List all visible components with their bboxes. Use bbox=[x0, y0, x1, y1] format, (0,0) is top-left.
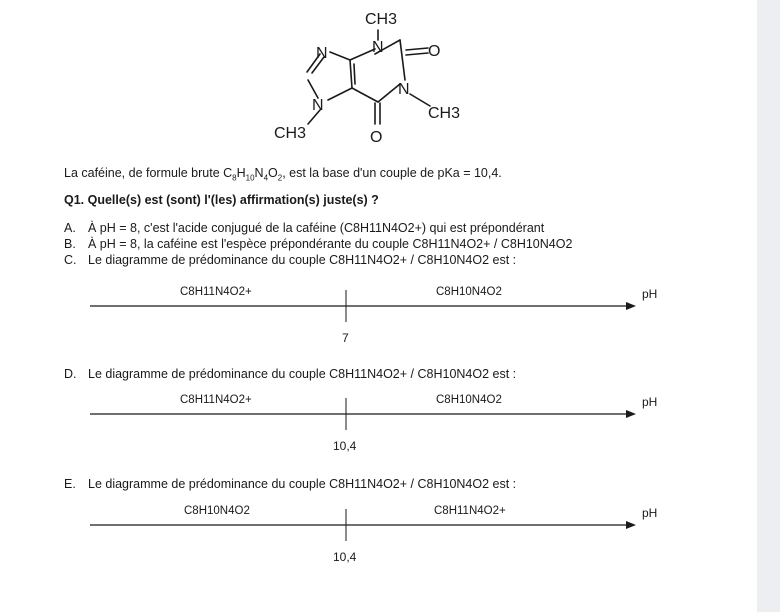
diagram-e-tick-value: 10,4 bbox=[333, 550, 357, 564]
diagram-e-left-species: C8H10N4O2 bbox=[184, 505, 250, 517]
atom-ch3-right: CH3 bbox=[428, 105, 461, 122]
diagram-e-axis-label: pH bbox=[642, 506, 658, 520]
diagram-d-axis bbox=[90, 392, 650, 432]
atom-n-imidazole-top: N bbox=[316, 45, 328, 62]
diagram-c-tick-value: 7 bbox=[342, 331, 349, 345]
diagram-e-right-species: C8H11N4O2+ bbox=[434, 505, 506, 517]
right-side-panel bbox=[757, 0, 780, 612]
diagram-d-right-species: C8H10N4O2 bbox=[436, 394, 502, 406]
atom-o-right: O bbox=[428, 43, 441, 60]
option-b[interactable]: B. À pH = 8, la caféine est l'espèce prépondérante du couple C8H11N4O2+ / C8H10N4O2 bbox=[64, 237, 573, 251]
caffeine-structure bbox=[260, 2, 500, 152]
option-a[interactable]: A. À pH = 8, c'est l'acide conjugué de la caféine (C8H11N4O2+) qui est prépondérant bbox=[64, 221, 545, 235]
atom-n-imidazole-bottom: N bbox=[312, 97, 324, 114]
diagram-c-right-species: C8H10N4O2 bbox=[436, 286, 502, 298]
question-title: Q1. Quelle(s) est (sont) l'(les) affirmation(s) juste(s) ? bbox=[64, 193, 379, 207]
diagram-d-axis-label: pH bbox=[642, 395, 658, 409]
atom-n-top: N bbox=[372, 39, 384, 56]
atom-ch3-top: CH3 bbox=[365, 11, 398, 28]
predominance-diagram-c bbox=[90, 284, 658, 364]
diagram-d-tick-value: 10,4 bbox=[333, 439, 357, 453]
predominance-diagram-d bbox=[90, 392, 658, 472]
diagram-e-axis bbox=[90, 503, 650, 543]
atom-ch3-left: CH3 bbox=[274, 125, 307, 142]
predominance-diagram-e bbox=[90, 503, 658, 583]
diagram-c-left-species: C8H11N4O2+ bbox=[180, 286, 252, 298]
option-c[interactable]: C. Le diagramme de prédominance du couple C8H11N4O2+ / C8H10N4O2 est : bbox=[64, 253, 517, 267]
intro-text: La caféine, de formule brute $C_8H_{10}N_4O_2$, est la base d'un couple de pKa = 10,4. bbox=[64, 166, 502, 183]
option-e[interactable]: E. Le diagramme de prédominance du couple C8H11N4O2+ / C8H10N4O2 est : bbox=[64, 477, 517, 491]
diagram-c-axis-label: pH bbox=[642, 287, 658, 301]
diagram-d-left-species: C8H11N4O2+ bbox=[180, 394, 252, 406]
diagram-c-axis bbox=[90, 284, 650, 324]
option-d[interactable]: D. Le diagramme de prédominance du couple C8H11N4O2+ / C8H10N4O2 est : bbox=[64, 367, 517, 381]
atom-n-right: N bbox=[398, 81, 410, 98]
atom-o-bottom: O bbox=[370, 129, 383, 146]
